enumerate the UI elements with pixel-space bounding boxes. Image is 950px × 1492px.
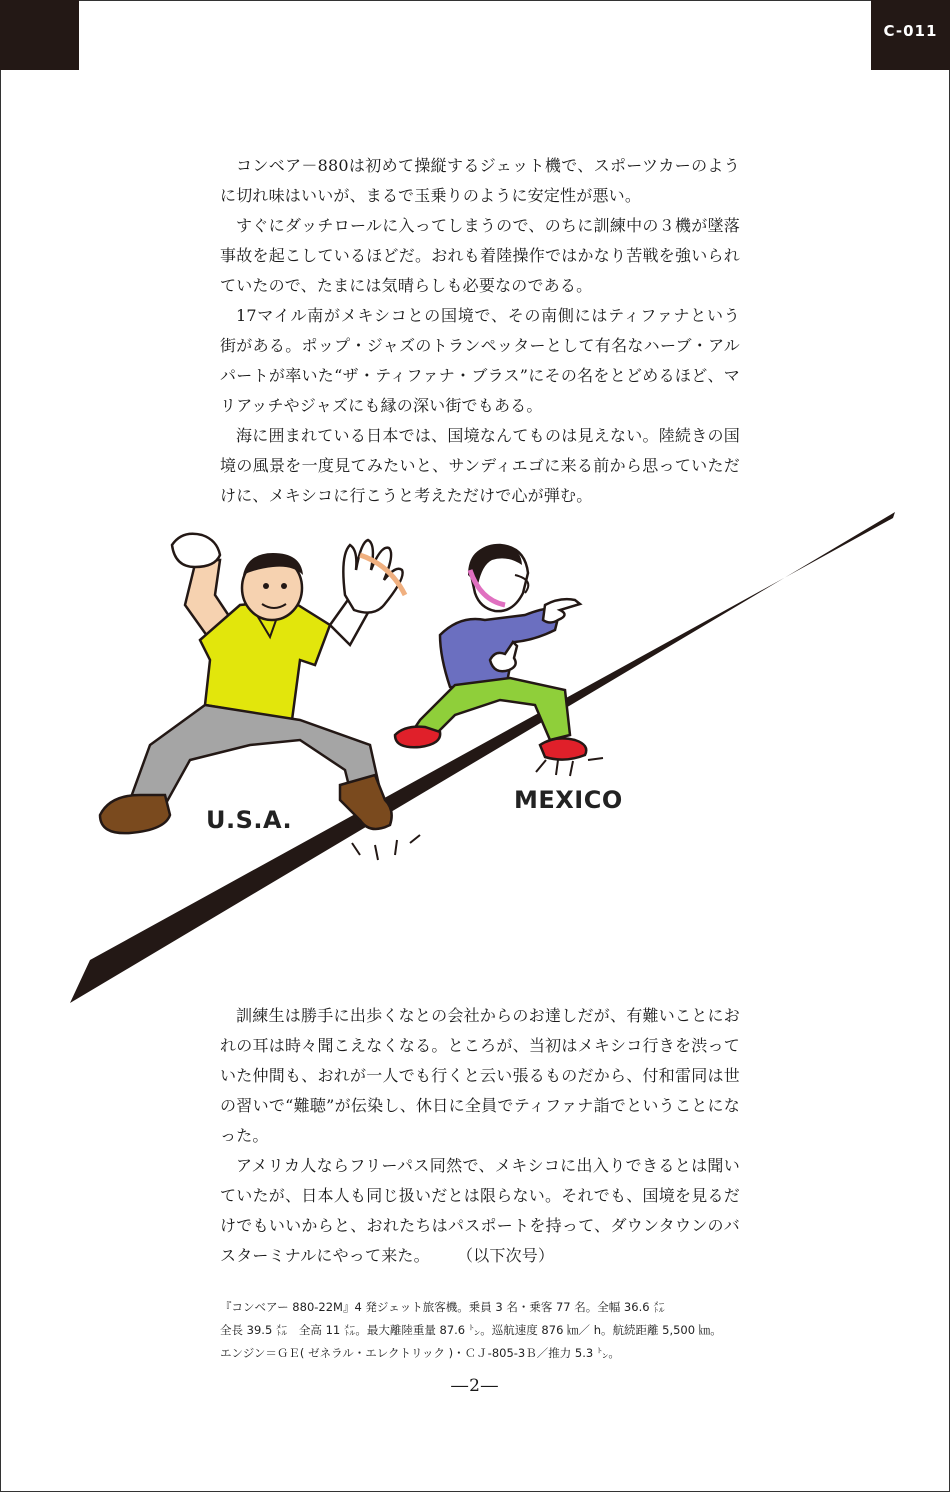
spec-line: エンジン＝ＧＥ( ゼネラル・エレクトリック )・ＣＪ‐805‐3Ｂ／推力 5.3 ㌧。 (220, 1346, 620, 1360)
spec-line: 『コンベアー 880‐22M』4 発ジェット旅客機。乗員 3 名・乗客 77 名。全幅 36.6 ㍍ (220, 1300, 665, 1314)
label-usa: U.S.A. (206, 806, 293, 834)
paragraph (220, 1151, 740, 1271)
paragraph-text: アメリカ人ならフリーパス同然で、メキシコに出入りできるとは聞いていたが、日本人も同じ扱いだとは限らない。それでも、国境を見るだけでもいいからと、おれたちはパスポートを持って、ダウンタウンのバスターミナルにやって来た。 (220, 1156, 740, 1265)
paragraph: 17マイル南がメキシコとの国境で、その南側にはティファナという街がある。ポップ・ジャズのトランペッターとして有名なハーブ・アルパートが率いた“ザ・ティファナ・ブラス”にその名をとどめるほど、マリアッチやジャズにも縁の深い街でもある。 (220, 306, 740, 415)
continued-note: （以下次号） (465, 1246, 555, 1265)
page-code-badge (871, 0, 950, 70)
body-text-top (220, 151, 740, 511)
spec-note (220, 1296, 740, 1365)
border-illustration (0, 505, 950, 1010)
paragraph: 訓練生は勝手に出歩くなとの会社からのお達しだが、有難いことにおれの耳は時々聞こえなくなる。ところが、当初はメキシコ行きを渋っていた仲間も、おれが一人でも行くと云い張るものだから、付和雷同は世の習いで“難聴”が伝染し、休日に全員でティファナ詣でということになった。 (220, 1006, 740, 1145)
spec-line: 全長 39.5 ㍍ 全高 11 ㍍。最大離陸重量 87.6 ㌧。巡航速度 876 ㎞／ h。航続距離 5,500 ㎞。 (220, 1323, 722, 1337)
corner-block-left (0, 0, 79, 70)
label-mexico: MEXICO (514, 786, 623, 814)
page-code: C-011 (883, 22, 938, 40)
page-number: ―2― (451, 1376, 499, 1396)
paragraph: 海に囲まれている日本では、国境なんてものは見えない。陸続きの国境の風景を一度見てみたいと、サンディエゴに来る前から思っていただけに、メキシコに行こうと考えただけで心が弾む。 (220, 426, 740, 505)
body-text-bottom (220, 1001, 740, 1271)
paragraph: コンベア－880は初めて操縦するジェット機で、スポーツカーのように切れ味はいいが、まるで玉乗りのように安定性が悪い。 (220, 156, 740, 205)
paragraph: すぐにダッチロールに入ってしまうので、のちに訓練中の３機が墜落事故を起こしているほどだ。おれも着陸操作ではかなり苦戦を強いられていたので、たまには気晴らしも必要なのである。 (220, 216, 740, 295)
